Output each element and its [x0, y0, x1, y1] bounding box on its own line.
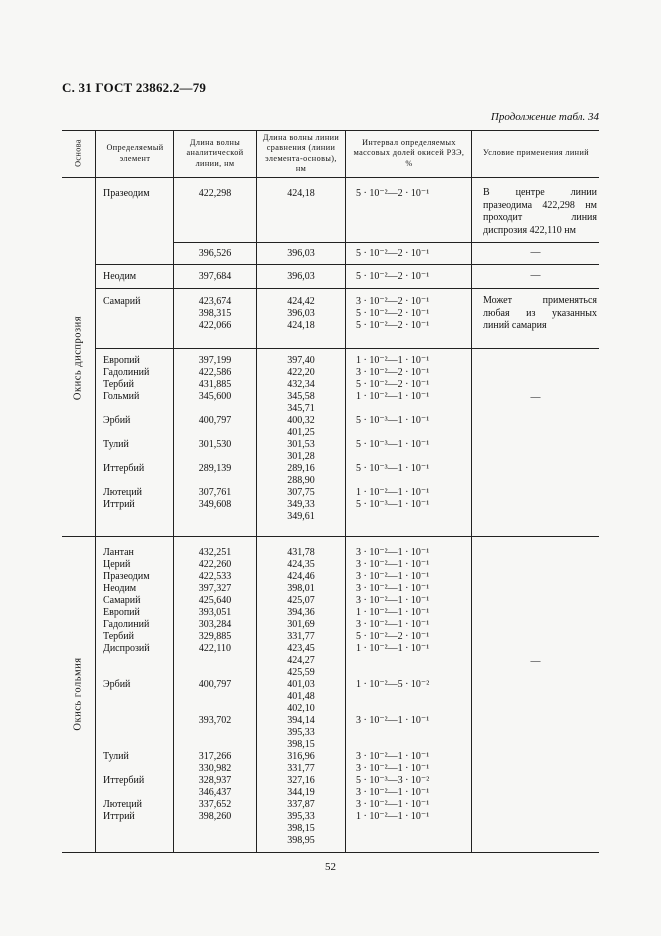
wavelength-cell: 425,640	[198, 595, 232, 606]
interval-cell: 5 · 10⁻³—1 · 10⁻¹	[356, 499, 430, 510]
interval-cell: 3 · 10⁻²—1 · 10⁻¹	[356, 763, 430, 774]
comparison-cell: 301,28	[287, 451, 315, 462]
page-number: 52	[325, 861, 336, 873]
interval-cell: 5 · 10⁻²—2 · 10⁻¹	[356, 631, 430, 642]
element-cell: Тулий	[103, 439, 129, 450]
interval-cell: 3 · 10⁻²—1 · 10⁻¹	[356, 751, 430, 762]
element-cell: Празеодим	[103, 571, 150, 582]
element-cell: Европий	[103, 607, 140, 618]
comparison-cell: 396,03	[287, 308, 315, 319]
wavelength-cell: 393,702	[198, 715, 232, 726]
comparison-cell: 424,46	[287, 571, 315, 582]
data-table	[62, 130, 599, 853]
comparison-cell: 401,25	[287, 427, 315, 438]
wavelength-cell: 397,684	[198, 271, 232, 282]
comparison-cell: 425,59	[287, 667, 315, 678]
interval-cell: 5 · 10⁻³—3 · 10⁻²	[356, 775, 430, 786]
interval-cell: 1 · 10⁻²—1 · 10⁻¹	[356, 355, 430, 366]
interval-cell: 5 · 10⁻²—2 · 10⁻¹	[356, 308, 430, 319]
comparison-cell: 424,27	[287, 655, 315, 666]
column-header-element: Определяемый элемент	[106, 143, 164, 163]
comparison-cell: 344,19	[287, 787, 315, 798]
wavelength-cell: 422,533	[198, 571, 232, 582]
element-cell: Самарий	[103, 595, 141, 606]
element-cell: Гадолиний	[103, 367, 150, 378]
element-cell: Тербий	[103, 379, 134, 390]
comparison-cell: 432,34	[287, 379, 315, 390]
interval-cell: 5 · 10⁻³—1 · 10⁻¹	[356, 415, 430, 426]
element-cell: Тербий	[103, 631, 134, 642]
comparison-cell: 395,33	[287, 727, 315, 738]
wavelength-cell: 346,437	[198, 787, 232, 798]
element-cell: Лютеций	[103, 799, 142, 810]
comparison-cell: 327,16	[287, 775, 315, 786]
interval-cell: 1 · 10⁻²—1 · 10⁻¹	[356, 811, 430, 822]
comparison-cell: 398,01	[287, 583, 315, 594]
interval-cell: 3 · 10⁻²—1 · 10⁻¹	[356, 583, 430, 594]
wavelength-cell: 337,652	[198, 799, 232, 810]
element-cell: Церий	[103, 559, 131, 570]
wavelength-cell: 329,885	[198, 631, 232, 642]
interval-cell: 3 · 10⁻²—2 · 10⁻¹	[356, 296, 430, 307]
base-label-dysprosium-oxide: Окись диспрозия	[72, 315, 84, 401]
wavelength-cell: 307,761	[198, 487, 232, 498]
wavelength-cell: 328,937	[198, 775, 232, 786]
wavelength-cell: 422,066	[198, 320, 232, 331]
element-cell: Эрбий	[103, 415, 131, 426]
comparison-cell: 395,33	[287, 811, 315, 822]
wavelength-cell: 301,530	[198, 439, 232, 450]
comparison-cell: 424,18	[287, 188, 315, 199]
comparison-cell: 400,32	[287, 415, 315, 426]
comparison-cell: 289,16	[287, 463, 315, 474]
element-cell: Неодим	[103, 583, 137, 594]
interval-cell: 1 · 10⁻²—1 · 10⁻¹	[356, 643, 430, 654]
element-cell: Празеодим	[103, 188, 150, 199]
wavelength-cell: 393,051	[198, 607, 232, 618]
comparison-cell: 423,45	[287, 643, 315, 654]
interval-cell: 5 · 10⁻³—1 · 10⁻¹	[356, 439, 430, 450]
comparison-cell: 349,61	[287, 511, 315, 522]
interval-cell: 3 · 10⁻²—1 · 10⁻¹	[356, 799, 430, 810]
element-cell: Неодим	[103, 271, 137, 282]
interval-cell: 3 · 10⁻²—1 · 10⁻¹	[356, 787, 430, 798]
wavelength-cell: 289,139	[198, 463, 232, 474]
wavelength-cell: 398,260	[198, 811, 232, 822]
element-cell: Эрбий	[103, 679, 131, 690]
comparison-cell: 401,48	[287, 691, 315, 702]
element-cell: Диспрозий	[103, 643, 150, 654]
wavelength-cell: 398,315	[198, 308, 232, 319]
element-cell: Гольмий	[103, 391, 140, 402]
interval-cell: 5 · 10⁻²—2 · 10⁻¹	[356, 248, 430, 259]
comparison-cell: 398,15	[287, 823, 315, 834]
wavelength-cell: 345,600	[198, 391, 232, 402]
wavelength-cell: 397,199	[198, 355, 232, 366]
comparison-cell: 394,14	[287, 715, 315, 726]
interval-cell: 3 · 10⁻²—1 · 10⁻¹	[356, 559, 430, 570]
wavelength-cell: 330,982	[198, 763, 232, 774]
comparison-cell: 396,03	[287, 248, 315, 259]
comparison-cell: 422,20	[287, 367, 315, 378]
interval-cell: 1 · 10⁻²—1 · 10⁻¹	[356, 391, 430, 402]
comparison-cell: 345,58	[287, 391, 315, 402]
wavelength-cell: 396,526	[198, 248, 232, 259]
element-cell: Гадолиний	[103, 619, 150, 630]
comparison-cell: 424,35	[287, 559, 315, 570]
wavelength-cell: 317,266	[198, 751, 232, 762]
interval-cell: 5 · 10⁻²—2 · 10⁻¹	[356, 188, 430, 199]
column-header-interval: Интервал определяемых массовых долей окисей РЗЭ, %	[353, 137, 465, 168]
comparison-cell: 424,18	[287, 320, 315, 331]
comparison-cell: 331,77	[287, 631, 315, 642]
interval-cell: 5 · 10⁻²—2 · 10⁻¹	[356, 379, 430, 390]
interval-cell: 3 · 10⁻²—1 · 10⁻¹	[356, 595, 430, 606]
dash-cell: —	[530, 247, 541, 258]
comparison-cell: 424,42	[287, 296, 315, 307]
element-cell: Иттрий	[103, 499, 135, 510]
interval-cell: 3 · 10⁻²—1 · 10⁻¹	[356, 547, 430, 558]
element-cell: Самарий	[103, 296, 141, 307]
comparison-cell: 397,40	[287, 355, 315, 366]
interval-cell: 5 · 10⁻²—2 · 10⁻¹	[356, 271, 430, 282]
element-cell: Тулий	[103, 751, 129, 762]
dash-cell: —	[530, 392, 541, 403]
comparison-cell: 402,10	[287, 703, 315, 714]
wavelength-cell: 432,251	[198, 547, 232, 558]
comparison-cell: 394,36	[287, 607, 315, 618]
comparison-cell: 349,33	[287, 499, 315, 510]
interval-cell: 1 · 10⁻²—5 · 10⁻²	[356, 679, 430, 690]
element-cell: Лютеций	[103, 487, 142, 498]
dash-cell: —	[530, 656, 541, 667]
comparison-cell: 301,69	[287, 619, 315, 630]
condition-cell: Может применяться любая из указанных линий самария	[483, 295, 597, 331]
comparison-cell: 288,90	[287, 475, 315, 486]
wavelength-cell: 349,608	[198, 499, 232, 510]
wavelength-cell: 422,110	[198, 643, 232, 654]
document-header: С. 31 ГОСТ 23862.2—79	[62, 80, 207, 95]
wavelength-cell: 397,327	[198, 583, 232, 594]
comparison-cell: 331,77	[287, 763, 315, 774]
interval-cell: 5 · 10⁻³—1 · 10⁻¹	[356, 463, 430, 474]
wavelength-cell: 423,674	[198, 296, 232, 307]
element-cell: Иттербий	[103, 463, 145, 474]
comparison-cell: 396,03	[287, 271, 315, 282]
condition-cell: В центре линии празеодима 422,298 нм проходит линия диспрозия 422,110 нм	[483, 187, 597, 236]
comparison-cell: 345,71	[287, 403, 315, 414]
comparison-cell: 425,07	[287, 595, 315, 606]
column-header-base: Основа	[73, 139, 83, 167]
wavelength-cell: 422,586	[198, 367, 232, 378]
comparison-cell: 301,53	[287, 439, 315, 450]
comparison-cell: 398,95	[287, 835, 315, 846]
base-label-holmium-oxide: Окись гольмия	[72, 657, 84, 731]
wavelength-cell: 422,260	[198, 559, 232, 570]
wavelength-cell: 422,298	[198, 188, 232, 199]
element-cell: Лантан	[103, 547, 134, 558]
column-header-condition: Условие применения линий	[482, 148, 590, 158]
comparison-cell: 431,78	[287, 547, 315, 558]
comparison-cell: 398,15	[287, 739, 315, 750]
dash-cell: —	[530, 270, 541, 281]
wavelength-cell: 400,797	[198, 415, 232, 426]
interval-cell: 3 · 10⁻²—1 · 10⁻¹	[356, 715, 430, 726]
wavelength-cell: 303,284	[198, 619, 232, 630]
wavelength-cell: 400,797	[198, 679, 232, 690]
table-continuation-label: Продолжение табл. 34	[490, 111, 599, 123]
wavelength-cell: 431,885	[198, 379, 232, 390]
element-cell: Иттербий	[103, 775, 145, 786]
element-cell: Европий	[103, 355, 140, 366]
comparison-cell: 401,03	[287, 679, 315, 690]
interval-cell: 3 · 10⁻²—2 · 10⁻¹	[356, 367, 430, 378]
interval-cell: 3 · 10⁻²—1 · 10⁻¹	[356, 571, 430, 582]
comparison-cell: 307,75	[287, 487, 315, 498]
interval-cell: 5 · 10⁻²—2 · 10⁻¹	[356, 320, 430, 331]
comparison-cell: 337,87	[287, 799, 315, 810]
element-cell: Иттрий	[103, 811, 135, 822]
interval-cell: 1 · 10⁻²—1 · 10⁻¹	[356, 487, 430, 498]
comparison-cell: 316,96	[287, 751, 315, 762]
interval-cell: 1 · 10⁻²—1 · 10⁻¹	[356, 607, 430, 618]
interval-cell: 3 · 10⁻²—1 · 10⁻¹	[356, 619, 430, 630]
column-header-wavelength: Длина волны аналитической линии, нм	[186, 137, 244, 168]
column-header-comparison: Длина волны линии сравнения (линии элемента-основы), нм	[262, 132, 340, 173]
